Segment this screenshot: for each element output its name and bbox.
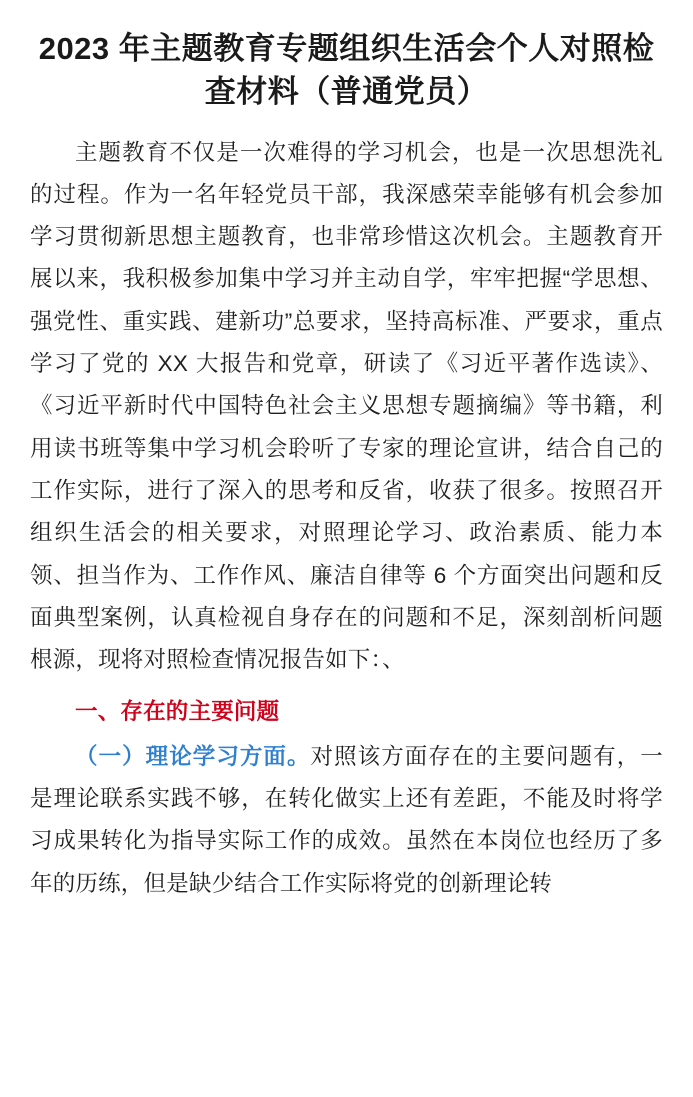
body-paragraph: 主题教育不仅是一次难得的学习机会，也是一次思想洗礼的过程。作为一名年轻党员干部，我深感荣幸能够有机会参加学习贯彻新思想主题教育，也非常珍惜这次机会。主题教育开展以来，我积极参加集中学习并主动自学，牢牢把握“学思想、强党性、重实践、建新功”总要求，坚持高标准、严要求，重点学习了党的 XX 大报告和党章，研读了《习近平著作选读》、《习近平新时代中国特色社会主义思想专题摘编》等书籍，利用读书班等集中学习机会聆听了专家的理论宣讲，结合自己的工作实际，进行了深入的思考和反省，收获了很多。按照召开组织生活会的相关要求，对照理论学习、政治素质、能力本领、担当作为、工作作风、廉洁自律等 6 个方面突出问题和反面典型案例，认真检视自身存在的问题和不足，深刻剖析问题根源，现将对照检查情况报告如下：、 bbox=[30, 139, 663, 673]
subsection-label: （一）理论学习方面。 bbox=[75, 743, 311, 769]
subsection-text: 对照该方面存在的主要问题有，一是理论联系实践不够，在转化做实上还有差距，不能及时将学习成果转化为指导实际工作的成效。虽然在本岗位也经历了多年的历练，但是缺少结合工作实际将党的创新理论转 bbox=[30, 743, 663, 896]
subsection-paragraph bbox=[30, 736, 663, 905]
page-title: 2023 年主题教育专题组织生活会个人对照检查材料（普通党员） bbox=[38, 31, 655, 109]
section-heading: 一、存在的主要问题 bbox=[75, 699, 280, 725]
